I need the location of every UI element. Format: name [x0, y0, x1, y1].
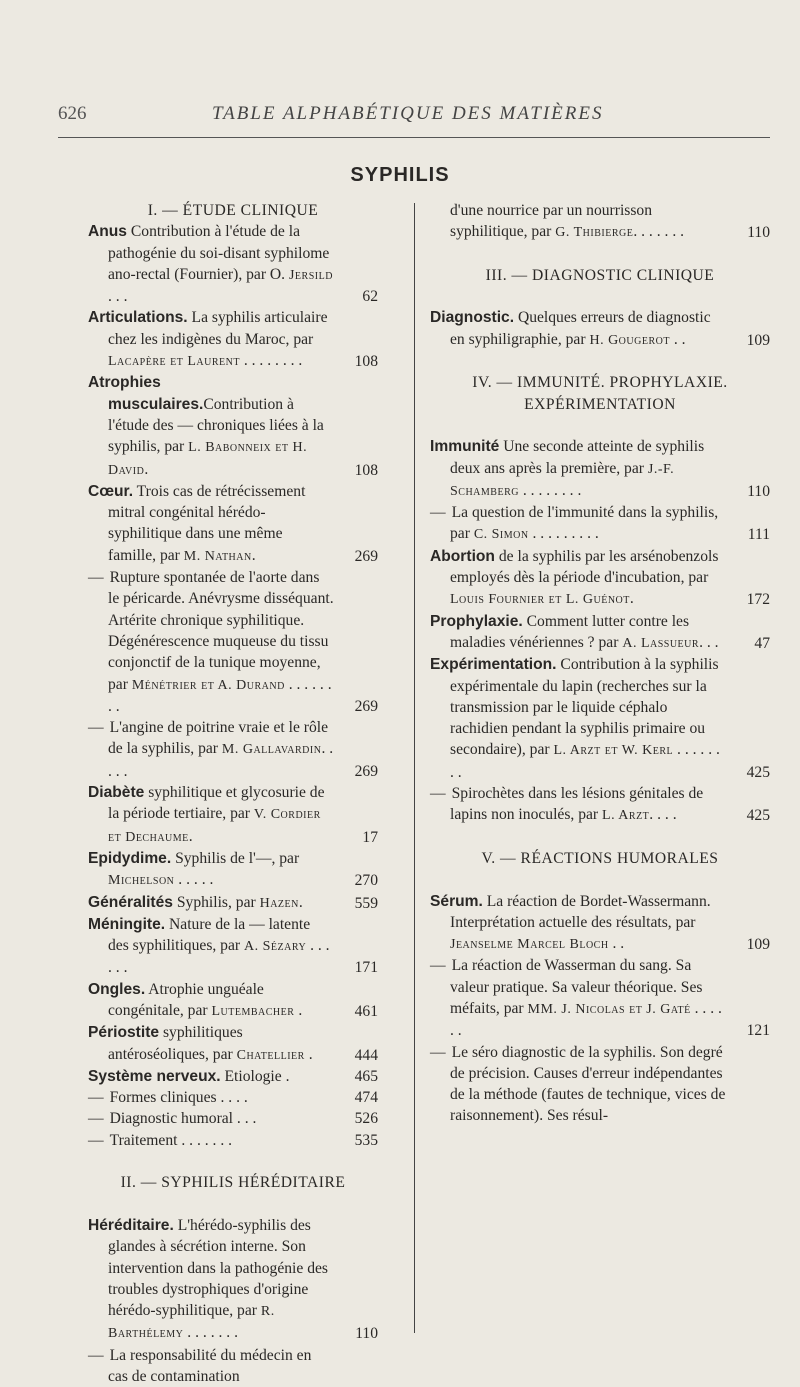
index-entry: [430, 307, 770, 351]
entry-dash: —: [88, 1110, 104, 1128]
entry-dash: —: [88, 1131, 104, 1149]
entry-page-number: 465: [354, 1067, 378, 1085]
entry-term: Immunité: [430, 438, 500, 456]
entry-page-number: 269: [354, 547, 378, 565]
running-header: TABLE ALPHABÉTIQUE DES MATIÈRES: [212, 103, 604, 124]
entry-description: La réaction de Wasserman du sang. Sa valeur pratique. Sa valeur théorique. Ses méfaits, par: [450, 957, 703, 1017]
entry-page-number: 110: [747, 224, 770, 242]
entry-leader: .: [294, 1001, 303, 1019]
entry-term: Ongles.: [88, 980, 146, 998]
entry-description: Etiologie .: [220, 1067, 290, 1085]
entry-dash: —: [430, 785, 446, 803]
entry-page-number: 444: [354, 1046, 378, 1064]
entry-author: Michelson: [108, 873, 175, 889]
entry-page-number: 526: [354, 1110, 378, 1128]
entry-page-number: 17: [362, 828, 378, 846]
entry-term: Epidydime.: [88, 849, 172, 867]
index-entry: [430, 891, 770, 956]
entry-term: Prophylaxie.: [430, 612, 523, 630]
entry-page-number: 269: [354, 697, 378, 715]
entry-page-number: 425: [746, 807, 770, 825]
entry-leader: .: [629, 590, 634, 608]
section-title: SYPHILIS: [350, 164, 450, 186]
entry-leader: . . . . . .: [450, 999, 722, 1040]
entry-author: Lutembacher: [211, 1003, 295, 1019]
entry-text: [430, 1042, 770, 1127]
entry-leader: .: [304, 1045, 313, 1063]
entry-page-number: 270: [354, 872, 378, 890]
entry-description: d'une nourrice par un nourrisson syphilitique, par: [450, 202, 653, 241]
entry-author: L. Arzt et W. Kerl: [553, 743, 674, 759]
entry-term: Généralités: [88, 893, 173, 911]
entry-description: Trois cas de rétrécissement mitral congénital hérédo-syphilitique dans une même famille, par: [108, 482, 306, 564]
entry-description: de la syphilis par les arsénobenzols employés dès la période d'incubation, par: [450, 547, 719, 587]
entry-term: Diabète: [88, 784, 145, 802]
index-entry: [88, 307, 378, 372]
entry-author: Hazen: [259, 895, 299, 911]
subsection-heading: V. — RÉACTIONS HUMORALES: [481, 849, 719, 867]
index-entry: [88, 372, 378, 480]
spacer: [430, 244, 770, 265]
entry-term: Méningite.: [88, 915, 166, 933]
entry-term: Héréditaire.: [88, 1216, 174, 1234]
index-entry: [430, 783, 770, 827]
entry-page-number: 269: [354, 762, 378, 780]
entry-text: [430, 783, 770, 827]
entry-page-number: 171: [354, 959, 378, 977]
right-column: [430, 200, 770, 1127]
entry-text: [450, 200, 770, 244]
entry-term: Abortion: [430, 547, 495, 565]
entry-description: Contribution à l'étude de la pathogénie du soi-disant syphilome ano-rectal (Fournier), par O.: [108, 223, 330, 283]
entry-author: G. Thibierge: [555, 225, 634, 241]
entry-author: Ménétrier et A. Durand: [131, 677, 285, 693]
entry-description: Formes cliniques . . . .: [109, 1089, 248, 1107]
index-entry: [88, 221, 378, 307]
entry-author: M. Gallavardin: [221, 742, 322, 758]
spacer: [430, 415, 770, 436]
entry-text: [88, 1345, 378, 1387]
entry-term: Expérimentation.: [430, 656, 557, 674]
entry-author: L. Arzt: [602, 808, 650, 824]
spacer: [430, 827, 770, 848]
entry-description: Syphilis de l'—, par: [171, 849, 300, 867]
entry-text: [430, 502, 770, 546]
index-entry: [88, 717, 378, 782]
entry-page-number: 111: [747, 526, 770, 544]
index-entry: [88, 979, 378, 1023]
page-number: 626: [58, 103, 87, 124]
spacer: [430, 351, 770, 372]
entry-leader: . . . . .: [174, 871, 214, 889]
entry-page-number: 62: [362, 288, 378, 306]
entry-author: Jeanselme Marcel Bloch: [450, 937, 609, 953]
entry-term: Cœur.: [88, 482, 134, 500]
entry-description: Nature de la — latente des syphilitiques, par: [108, 915, 311, 955]
entry-author: C. Simon: [473, 527, 529, 543]
index-entry: [88, 1022, 378, 1066]
entry-leader: .: [188, 827, 193, 845]
subsection-heading: III. — DIAGNOSTIC CLINIQUE: [485, 266, 715, 284]
entry-page-number: 110: [747, 482, 770, 500]
entry-author: V. Cordier et Dechaume: [108, 807, 321, 845]
entry-author: Louis Fournier et L. Guénot: [450, 592, 630, 608]
entry-term: Diagnostic.: [430, 309, 515, 327]
entry-author: Chatellier: [236, 1047, 305, 1063]
entry-leader: . . . . . . . .: [450, 741, 720, 781]
column-divider: [414, 203, 415, 1333]
index-entry: [88, 1087, 378, 1108]
entry-page-number: 559: [354, 894, 378, 912]
entry-leader: . . . . . . . .: [518, 481, 582, 499]
index-entry: [88, 1108, 378, 1129]
entry-dash: —: [430, 957, 446, 975]
entry-leader: . . . . . .: [108, 937, 330, 977]
entry-description: Contribution à l'étude des — chroniques liées à la syphilis, par: [108, 395, 324, 456]
index-entry: [430, 654, 770, 783]
entry-description: L'hérédo-syphilis des glandes à sécrétion interne. Son intervention dans la pathogénie des troubles dystrophiques d'origine hérédo-syphilitique, par: [108, 1216, 328, 1320]
entry-page-number: 109: [746, 331, 770, 349]
entry-page-number: 47: [754, 634, 770, 652]
entry-page-number: 172: [746, 591, 770, 609]
entry-description: syphilitique et glycosurie de la période tertiaire, par: [108, 784, 325, 823]
entry-author: M. Nathan: [183, 548, 252, 564]
entry-description: Le séro diagnostic de la syphilis. Son degré de précision. Causes d'erreur indépendantes de la méthode (fautes de technique, vices de raisonnement). Ses résul-: [450, 1043, 726, 1125]
entry-description: Une seconde atteinte de syphilis deux ans après la première, par: [450, 438, 705, 477]
entry-description: La question de l'immunité dans la syphilis, par: [450, 504, 719, 543]
entry-term: Système nerveux.: [88, 1067, 221, 1085]
entry-text: [430, 891, 770, 956]
entry-author: A. Lassueur: [622, 635, 700, 651]
entry-text: [430, 955, 770, 1041]
entry-page-number: 109: [746, 936, 770, 954]
entry-page-number: 461: [354, 1002, 378, 1020]
entry-text: [430, 546, 770, 611]
index-entry: [430, 1042, 770, 1127]
entry-description: La syphilis articulaire chez les indigènes du Maroc, par: [108, 309, 328, 348]
entry-leader: . . . . . . . . .: [528, 525, 599, 543]
entry-description: syphilitiques antéroséoliques, par: [108, 1024, 243, 1063]
entry-description: Contribution à la syphilis expérimentale du lapin (recherches sur la transmission par le liquide céphalo rachidien pendant la syphilis primaire ou secondaire), par: [450, 656, 719, 759]
index-entry: [430, 502, 770, 546]
entry-description: Syphilis, par: [172, 893, 260, 911]
entry-leader: . . .: [108, 288, 128, 306]
entry-description: Spirochètes dans les lésions génitales de lapins non inoculés, par: [450, 785, 704, 824]
entry-leader: . . . . . . . .: [239, 352, 303, 370]
entry-text: [430, 307, 770, 351]
index-entry: [88, 1345, 378, 1387]
entry-leader: . .: [669, 330, 686, 348]
index-entry: [88, 567, 378, 717]
subsection-heading: IV. — IMMUNITÉ. PROPHYLAXIE. EXPÉRIMENTATION: [472, 374, 728, 413]
entry-dash: —: [88, 569, 104, 587]
entry-description: Rupture spontanée de l'aorte dans le péricarde. Anévrysme disséquant. Artérite chronique syphilitique. Dégénérescence muqueuse du tissu conjonctif de la tunique moyenne, par: [108, 569, 334, 693]
entry-leader: . . . .: [649, 806, 677, 824]
index-entry: [88, 481, 378, 567]
entry-term: Sérum.: [430, 892, 483, 910]
entry-dash: —: [430, 504, 446, 522]
entry-page-number: 110: [355, 1325, 378, 1343]
spacer: [430, 869, 770, 890]
index-entry: [430, 955, 770, 1041]
entry-author: Jersild: [288, 267, 333, 283]
index-entry: [88, 914, 378, 979]
entry-dash: —: [88, 1346, 104, 1364]
spacer: [88, 1194, 378, 1215]
entry-author: R. Barthélemy: [108, 1304, 275, 1342]
spacer: [430, 286, 770, 307]
index-entry: [430, 611, 770, 655]
index-entry: [88, 848, 378, 892]
index-entry: [88, 782, 378, 848]
index-entry: [88, 1130, 378, 1151]
entry-author: H. Gougerot: [589, 332, 670, 348]
entry-dash: —: [430, 1043, 446, 1061]
entry-dash: —: [88, 1089, 104, 1107]
entry-leader: .: [298, 893, 303, 911]
entry-term: Atrophies musculaires.: [88, 374, 204, 413]
entry-author: MM. J. Nicolas et J. Gaté: [527, 1001, 691, 1017]
entry-term: Articulations.: [88, 309, 188, 327]
entry-page-number: 425: [746, 763, 770, 781]
header-rule: [58, 137, 770, 138]
subsection-heading: I. — ÉTUDE CLINIQUE: [147, 202, 319, 219]
entry-description: La réaction de Bordet-Wassermann. Interprétation actuelle des résultats, par: [450, 892, 711, 931]
entry-description: Quelques erreurs de diagnostic en syphiligraphie, par: [450, 309, 711, 348]
entry-description: Atrophie unguéale congénitale, par: [108, 980, 264, 1019]
index-entry: [430, 200, 770, 244]
entry-leader: . .: [608, 935, 625, 953]
entry-leader: .: [251, 546, 256, 564]
entry-author: A. Sézary: [244, 939, 307, 955]
entry-leader: . . . . . . .: [183, 1324, 238, 1342]
entry-term: Périostite: [88, 1024, 160, 1042]
entry-author: J.-F. Schamberg: [450, 461, 675, 499]
entry-text: [430, 436, 770, 502]
entry-page-number: 474: [354, 1089, 378, 1107]
entry-author: Lacapère et Laurent: [108, 354, 240, 370]
entry-leader: .: [144, 460, 149, 478]
entry-author: L. Babonneix et H. David: [108, 440, 308, 478]
index-entry: [430, 546, 770, 611]
entry-page-number: 108: [354, 353, 378, 371]
entry-description: Diagnostic humoral . . .: [109, 1110, 257, 1128]
index-entry: [88, 1215, 378, 1345]
left-column: [88, 200, 378, 1387]
entry-text: [88, 567, 378, 717]
entry-dash: —: [88, 719, 104, 737]
index-entry: [430, 436, 770, 502]
entry-description: Traitement . . . . . . .: [109, 1131, 233, 1149]
entry-description: L'angine de poitrine vraie et le rôle de la syphilis, par: [108, 719, 329, 758]
spacer: [88, 1151, 378, 1172]
entry-leader: . . . . . . . .: [108, 675, 332, 715]
entry-leader: . . .: [699, 633, 719, 651]
entry-text: [430, 654, 770, 783]
entry-page-number: 108: [354, 461, 378, 479]
subsection-heading: II. — SYPHILIS HÉRÉDITAIRE: [120, 1174, 346, 1192]
entry-leader: . . . . . . .: [633, 223, 685, 241]
entry-page-number: 121: [746, 1022, 770, 1040]
index-entry: [88, 892, 378, 914]
entry-page-number: 535: [354, 1131, 378, 1149]
entry-leader: . . . . .: [108, 740, 334, 780]
index-entry: [88, 1066, 378, 1087]
entry-term: Anus: [88, 223, 127, 241]
entry-text: [430, 611, 770, 655]
entry-description: La responsabilité du médecin en cas de contamination: [108, 1346, 312, 1386]
entry-description: Comment lutter contre les maladies vénériennes ? par: [450, 612, 690, 651]
